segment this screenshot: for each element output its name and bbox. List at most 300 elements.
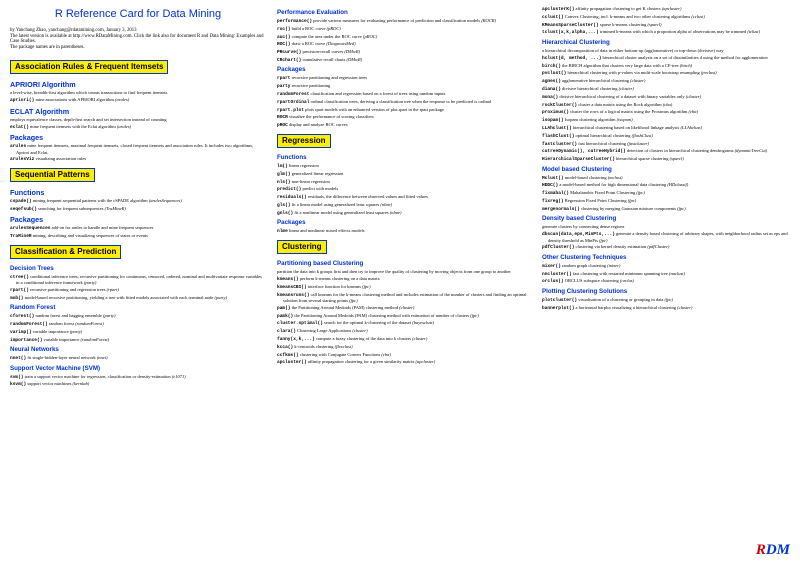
section-heading: Association Rules & Frequent Itemsets (10, 60, 168, 74)
package-name: (mclust) (607, 174, 623, 180)
entry-description: divisive hierarchical clustering (560, 85, 619, 91)
package-name: (isopam) (616, 117, 633, 123)
function-name: ksvm() (10, 382, 27, 388)
function-entry (542, 141, 793, 147)
package-name: (cluster) (677, 304, 693, 310)
entry-description: cluster the rows of a logical matrix using the Proximus algorithm (569, 109, 689, 115)
package-name: (cba) (688, 109, 698, 115)
package-name: (cluster) (352, 328, 368, 334)
function-entry (10, 97, 266, 103)
function-name: pvclust() (542, 71, 567, 77)
function-entry (277, 336, 531, 342)
function-name: dbscan(data,eps,MinPts,...) (542, 232, 615, 238)
function-entry (542, 278, 793, 284)
function-entry (10, 287, 266, 293)
entry-description: compute the area under the ROC curve (290, 33, 363, 39)
package-name: (apcluster) (415, 359, 436, 365)
entry-description: search for the optimal k-clustering of the dataset (322, 320, 413, 326)
entry-description: variable importance (42, 336, 81, 342)
subsection-heading: Neural Networks (10, 346, 59, 354)
package-name: (fpc) (677, 205, 686, 211)
function-entry (542, 198, 793, 204)
function-entry (542, 263, 793, 269)
package-name: (DMwR) (346, 56, 363, 62)
function-entry (277, 352, 531, 358)
function-name: plotcluster() (542, 297, 578, 303)
function-entry (10, 233, 266, 239)
entry-description: add-on for arules to handle and mine frequent sequences (50, 225, 154, 231)
function-entry (10, 329, 266, 335)
column-middle (277, 6, 531, 562)
function-entry (10, 337, 266, 343)
rdatamining-logo: RDM (755, 542, 790, 558)
function-name: party (277, 84, 291, 90)
function-name: predict() (277, 187, 302, 193)
entry-description: classification and regression based on a forest of trees using random inputs (309, 90, 446, 96)
function-entry (277, 91, 531, 97)
function-name: kmeans() (277, 276, 299, 282)
function-name: residuals() (277, 195, 307, 201)
function-name: rpart() (10, 288, 29, 294)
entry-description: mining, describing and visualizing sequences of states or events (31, 233, 148, 239)
subsection-heading: Packages (10, 215, 44, 225)
subsection-heading: Packages (10, 133, 44, 143)
function-name: isopam() (542, 118, 564, 124)
function-name: cluster.optimal() (277, 321, 323, 327)
function-entry (542, 231, 793, 243)
entry-description: mine frequent itemsets with the Eclat algorithm (28, 123, 117, 129)
function-name: kmeansruns() (277, 292, 310, 298)
entry-description: recursive partitioning and regression trees (290, 75, 368, 81)
section-sequential-patterns (10, 164, 266, 239)
intro-package-note: The package names are in parentheses. (10, 44, 85, 50)
function-name: apriori() (10, 98, 35, 104)
package-name: (cluster) (412, 335, 428, 341)
entry-description: hierarchical sparse clustering (614, 156, 670, 162)
subsection-heading: APRIORI Algorithm (10, 80, 76, 90)
subsection-heading: Support Vector Machine (SVM) (10, 364, 101, 372)
entry-description: clustering with Conjugate Convex Functions (298, 351, 382, 357)
entry-description: detection of clusters in hierarchical clustering dendrograms (625, 148, 735, 154)
entry-description: model-based recursive partitioning, yielding a tree with fitted models associated with each terminal node (23, 294, 215, 300)
entry-description: Mahalanobis Fixed Point Clustering (569, 190, 637, 196)
function-entry (542, 94, 793, 100)
function-entry (277, 107, 531, 113)
package-name: (pROC) (363, 33, 378, 39)
entry-description: a model-based method for high dimensional data clustering (558, 182, 668, 188)
subsection-heading: Density based Clustering (542, 215, 617, 223)
function-name: agnes() (542, 79, 561, 85)
entry-description: support vector machines (26, 381, 73, 387)
entry-description: sparse k-means clustering (598, 21, 648, 27)
function-name: KMeansSparseCluster() (542, 22, 599, 28)
function-entry (277, 18, 531, 24)
subsection-heading: Model based Clustering (542, 165, 612, 173)
function-entry (277, 122, 531, 128)
function-entry (277, 26, 531, 32)
subsection-heading: Functions (10, 188, 45, 198)
intro-author: by Yanchang Zhao, yanchang@rdatamining.com, January 3, 2013 (10, 28, 137, 33)
function-entry (542, 70, 793, 76)
entry-description: compute a fuzzy clustering of the data into k clusters (314, 335, 413, 341)
function-entry (542, 182, 793, 188)
package-name: (DMwR) (344, 49, 361, 55)
function-entry (542, 55, 793, 61)
function-entry (277, 292, 531, 304)
function-name: eclat() (10, 124, 29, 130)
entry-description: random graph clustering (560, 262, 608, 268)
entry-description: Convex Clustering, incl. k-means and two other clustering algorithms (563, 13, 692, 19)
function-name: randomForest (277, 91, 310, 97)
function-name: arulesSequences (10, 226, 51, 232)
function-entry (542, 14, 793, 20)
entry-description: non-linear regression (290, 178, 330, 184)
package-name: (flashClust) (631, 132, 653, 138)
function-entry (10, 143, 266, 155)
function-name: arules (10, 144, 27, 150)
entry-description: Clustering Large Applications (295, 328, 353, 334)
function-entry (542, 156, 793, 162)
function-name: rpartOrdinal (277, 99, 310, 105)
package-name: (cluster) (685, 93, 702, 99)
entry-description: ORCLUS subspace clustering (563, 278, 620, 284)
function-entry (542, 117, 793, 123)
package-name: (nlme) (389, 209, 402, 215)
function-name: cclust() (542, 14, 564, 20)
function-entry (277, 344, 531, 350)
function-entry (277, 186, 531, 192)
package-name: (cluster) (618, 85, 634, 91)
function-entry (277, 34, 531, 40)
function-entry (10, 124, 266, 130)
description-text (542, 48, 793, 53)
entry-description: a level-wise, breadth-first algorithm which counts transactions to find frequent itemsets (10, 90, 168, 96)
function-name: roc() (277, 26, 291, 32)
package-name: (sparcl) (647, 21, 662, 27)
entry-description: random forest and bagging ensemble (34, 313, 104, 319)
function-entry (542, 22, 793, 28)
subsection-heading: Hierarchical Clustering (542, 38, 610, 46)
package-name: (DiagnosisMed) (326, 41, 356, 47)
function-entry (277, 228, 531, 234)
function-entry (277, 313, 531, 319)
entry-description: fast hierarchical clustering (577, 140, 628, 146)
entry-description: visualisation of a clustering or grouping in data (577, 296, 665, 302)
package-name: (sparcl) (669, 156, 684, 162)
function-name: bannerplot() (542, 305, 575, 311)
package-name: (e1071) (171, 373, 186, 379)
package-name: (tclust) (747, 29, 761, 35)
function-entry (277, 359, 531, 365)
entry-description: random forest (47, 321, 76, 327)
entry-description: fit single-hidden-layer neural network (26, 355, 97, 361)
entry-description: linear regression (287, 162, 319, 168)
function-name: PRcurve() (277, 50, 302, 56)
section-regression (277, 130, 531, 235)
function-name: nlme (277, 229, 288, 235)
function-name: importance() (10, 337, 43, 343)
function-entry (277, 163, 531, 169)
function-name: apcluster() (277, 360, 307, 366)
function-name: kcca() (277, 344, 294, 350)
package-name: (fpc) (470, 312, 479, 318)
package-name: (party) (69, 328, 83, 334)
function-entry (542, 206, 793, 212)
package-name: (cclust) (691, 13, 705, 19)
package-name: (cba) (662, 101, 673, 107)
package-name: (nnet) (96, 355, 108, 361)
function-entry (10, 225, 266, 231)
entry-description: predict with models (301, 186, 339, 192)
package-name: (mixer) (607, 262, 621, 268)
function-name: proximus() (542, 110, 570, 116)
package-name: (apcluster) (661, 6, 682, 11)
entry-description: call kmeans for the k-means clustering method and includes estimation of the number of clusters and finding an optimal solution from several starting points (283, 291, 527, 303)
package-name: (cba) (381, 351, 391, 357)
function-entry (542, 133, 793, 139)
function-entry (10, 313, 266, 319)
entry-description: a hierarchical decomposition of data in either bottom-up (agglomerative) or top-down (divisive) way (542, 47, 724, 53)
description-text (10, 90, 266, 95)
subsection-heading: Other Clustering Techniques (542, 253, 627, 261)
function-name: rockCluster() (542, 102, 578, 108)
entry-description: provide various measures for evaluating performance of prediction and classification models (312, 18, 482, 23)
subsection-heading: Random Forest (10, 304, 56, 312)
function-name: arulesViz (10, 157, 35, 163)
entry-description: perform k-means clustering on a data matrix (298, 275, 380, 281)
entry-description: affinity propagation clustering for a given similarity matrix (306, 359, 416, 365)
package-name: (pROC) (326, 25, 341, 31)
entry-description: recursive partitioning and regression trees (28, 287, 107, 293)
function-entry (277, 179, 531, 185)
package-name: (party) (214, 294, 227, 300)
package-name: (nlme) (380, 201, 393, 207)
function-name: ccfkms() (277, 352, 299, 358)
function-name: flashClust() (542, 133, 575, 139)
function-entry (277, 202, 531, 208)
package-name: (randomForest) (80, 336, 110, 342)
subsection-heading: Functions (277, 153, 307, 161)
function-name: Mclust() (542, 175, 564, 181)
function-entry (542, 63, 793, 69)
package-name: (fpc) (636, 190, 645, 196)
function-name: fixreg() (542, 198, 564, 204)
entry-description: mine associations with APRIORI algorithm (34, 97, 116, 103)
function-name: gnls() (277, 210, 294, 216)
function-entry (277, 99, 531, 105)
package-name: (flexclust) (334, 343, 353, 349)
entry-description: ordinal classification trees, deriving a classification tree when the response to be predicted is ordinal (309, 98, 492, 104)
function-name: fixmahal() (542, 191, 570, 197)
package-name: (fpc) (627, 197, 637, 203)
function-name: orclus() (542, 279, 564, 285)
package-name: (fpc) (599, 237, 608, 243)
function-name: lm() (277, 163, 288, 169)
function-name: glm() (277, 171, 291, 177)
function-entry (542, 271, 793, 277)
function-entry (542, 109, 793, 115)
entry-description: precision-recall curves (301, 49, 345, 55)
package-name: (orclus) (619, 278, 634, 284)
entry-description: Isopam clustering algorithm (563, 117, 617, 123)
package-name: (bayesclust) (412, 320, 435, 326)
function-entry (542, 29, 793, 35)
package-name: (arules) (115, 97, 130, 103)
entry-description: variable importance (31, 328, 70, 334)
function-entry (277, 75, 531, 81)
package-name: (pdfCluster) (647, 244, 670, 250)
subsection-heading: Performance Evaluation (277, 9, 348, 16)
entry-description: the BIRCH algorithm that clusters very large data with a CF-tree (560, 62, 680, 68)
intro-block (10, 28, 266, 50)
package-name: (rpart) (106, 287, 119, 293)
entry-description: fast clustering with restarted minimum spanning tree (571, 270, 669, 276)
function-name: fastcluster() (542, 141, 578, 147)
subsection-heading: Packages (277, 219, 306, 227)
section-classification-prediction (10, 241, 266, 388)
page-title: R Reference Card for Data Mining (54, 8, 222, 20)
function-entry (542, 102, 793, 108)
function-entry (10, 381, 266, 387)
function-entry (542, 297, 793, 303)
function-entry (10, 295, 266, 301)
package-name: (LLAhclust) (680, 124, 702, 130)
entry-description: display and analyze ROC curves (287, 122, 348, 128)
section-clustering (277, 236, 531, 366)
entry-description: cumulative recall charts (301, 56, 347, 62)
function-name: pamk() (277, 313, 294, 319)
entry-description: hierarchical clustering with p-values via multi-scale bootstrap resampling (566, 70, 701, 76)
function-name: rpart (277, 76, 291, 82)
entry-description: cluster a data matrix using the Rock algorithm (577, 101, 663, 107)
entry-description: generate clusters by connecting dense regions (542, 224, 625, 230)
package-name: (dynamicTreeCut) (734, 148, 768, 154)
function-entry (277, 284, 531, 290)
package-name: (arulesSequences) (148, 198, 182, 204)
function-entry (542, 305, 793, 311)
package-name: (ROCR) (481, 18, 497, 23)
entry-description: mining frequent sequential patterns with the cSPADE algorithm (31, 198, 149, 204)
entry-description: visualize the performance of scoring classifiers (287, 114, 374, 120)
function-name: CRchart() (277, 57, 302, 63)
entry-description: interface function for kmeans (306, 283, 363, 289)
function-entry (10, 374, 266, 380)
function-entry (277, 194, 531, 200)
function-name: auc() (277, 34, 291, 40)
description-text (542, 224, 793, 229)
description-text (277, 269, 531, 274)
package-name: (birch) (679, 62, 693, 68)
function-name: kmeansCBI() (277, 284, 307, 290)
entry-description: plots rpart models with an enhanced version of plot.rpart in the rpart package (304, 106, 444, 112)
package-name: (fpc) (664, 296, 673, 302)
description-text (10, 117, 266, 122)
subsection-heading: Decision Trees (10, 264, 54, 272)
function-name: fanny(x,k,...) (277, 336, 315, 342)
column-left (10, 6, 266, 562)
entry-description: mine frequent itemsets, maximal frequent itemsets, closed frequent itemsets and association rules. It includes two algorithms, Apriori and Eclat. (16, 143, 254, 155)
package-name: (HDclassif) (667, 182, 689, 188)
function-entry (277, 328, 531, 334)
package-name: (fastcluster) (627, 140, 649, 146)
function-name: hclust(d, method, ...) (542, 55, 602, 61)
entry-description: clustering by merging Gaussian mixture components (579, 205, 678, 211)
function-name: randomForest() (10, 322, 48, 328)
section-heading: Sequential Patterns (10, 168, 95, 182)
function-entry (10, 274, 266, 286)
entry-description: hierarchical clustering based on likelihood linkage analysis (571, 124, 681, 130)
function-name: gls() (277, 202, 291, 208)
package-name: (party) (83, 280, 97, 286)
function-entry (10, 321, 266, 327)
package-name: (pvclust) (700, 70, 717, 76)
function-entry (277, 57, 531, 63)
function-name: pROC (277, 123, 288, 129)
entry-description: residuals, the difference between observed values and fitted values (306, 194, 428, 200)
entry-description: partition the data into k groups first and then try to improve the quality of clustering by moving objects from one group to another (277, 268, 511, 274)
entry-description: visualizing association rules (34, 156, 87, 162)
package-name: (cluster) (399, 304, 415, 310)
function-name: nnet() (10, 356, 27, 362)
function-entry (10, 206, 266, 212)
function-name: HierarchicalSparseCluster() (542, 157, 615, 163)
entry-description: train a support vector machine for regression, classification or density-estimation (23, 373, 172, 379)
function-entry (277, 320, 531, 326)
section-heading: Clustering (277, 240, 327, 254)
entry-description: hierarchical cluster analysis on a set of dissimilarities d using the method for agglomeration (601, 54, 768, 60)
function-name: clara() (277, 329, 296, 335)
function-entry (542, 148, 793, 154)
entry-description: searching for frequent subsequences (37, 205, 105, 211)
function-name: ctree() (10, 274, 29, 280)
package-name: (fpc) (349, 297, 358, 303)
function-name: pdfCluster() (542, 245, 575, 251)
package-name: (TraMineR) (104, 205, 126, 211)
section-continued (277, 9, 531, 129)
function-entry (542, 244, 793, 250)
function-entry (542, 6, 793, 12)
function-name: TraMineR (10, 234, 32, 240)
package-name: (cluster) (630, 78, 646, 84)
entry-description: fit a nonlinear model using generalized least squares (293, 209, 390, 215)
column-right (542, 6, 793, 562)
entry-description: employs equivalence classes, depth-first search and set intersection instead of counting (10, 116, 167, 122)
intro-latest-version: The latest version is available at http://www.RDataMining.com. Click the link also for document R and Data Mining: Examples and Case Studies. (10, 33, 264, 45)
function-name: HDDC() (542, 183, 559, 189)
function-entry (542, 125, 793, 131)
function-entry (277, 305, 531, 311)
function-name: cspade() (10, 199, 32, 205)
function-name: diana() (542, 86, 561, 92)
subsection-heading: Plotting Clustering Solutions (542, 287, 628, 295)
subsection-heading: Packages (277, 66, 306, 74)
subsection-heading: Partitioning based Clustering (277, 259, 364, 267)
function-name: mixer() (542, 263, 561, 269)
function-entry (277, 49, 531, 55)
entry-description: agglomerative hierarchical clustering (560, 78, 631, 84)
function-entry (277, 83, 531, 89)
function-name: mob() (10, 295, 24, 301)
function-entry (542, 78, 793, 84)
entry-description: build a ROC curve (290, 25, 327, 31)
function-name: nncluster() (542, 271, 572, 277)
entry-description: affinity propagation clustering to get K clusters (574, 6, 662, 11)
function-entry (10, 156, 266, 162)
entry-description: generate a density based clustering of arbitrary shapes, with neighborhood radius set as eps and density threshold as MinPts (548, 231, 788, 243)
function-name: LLAhclust() (542, 125, 572, 131)
function-name: ROC() (277, 42, 291, 48)
entry-description: conditional inference trees, recursive partitioning for continuous, censored, ordered, nominal and multivariate response variables in a conditional inference framework (16, 273, 262, 286)
